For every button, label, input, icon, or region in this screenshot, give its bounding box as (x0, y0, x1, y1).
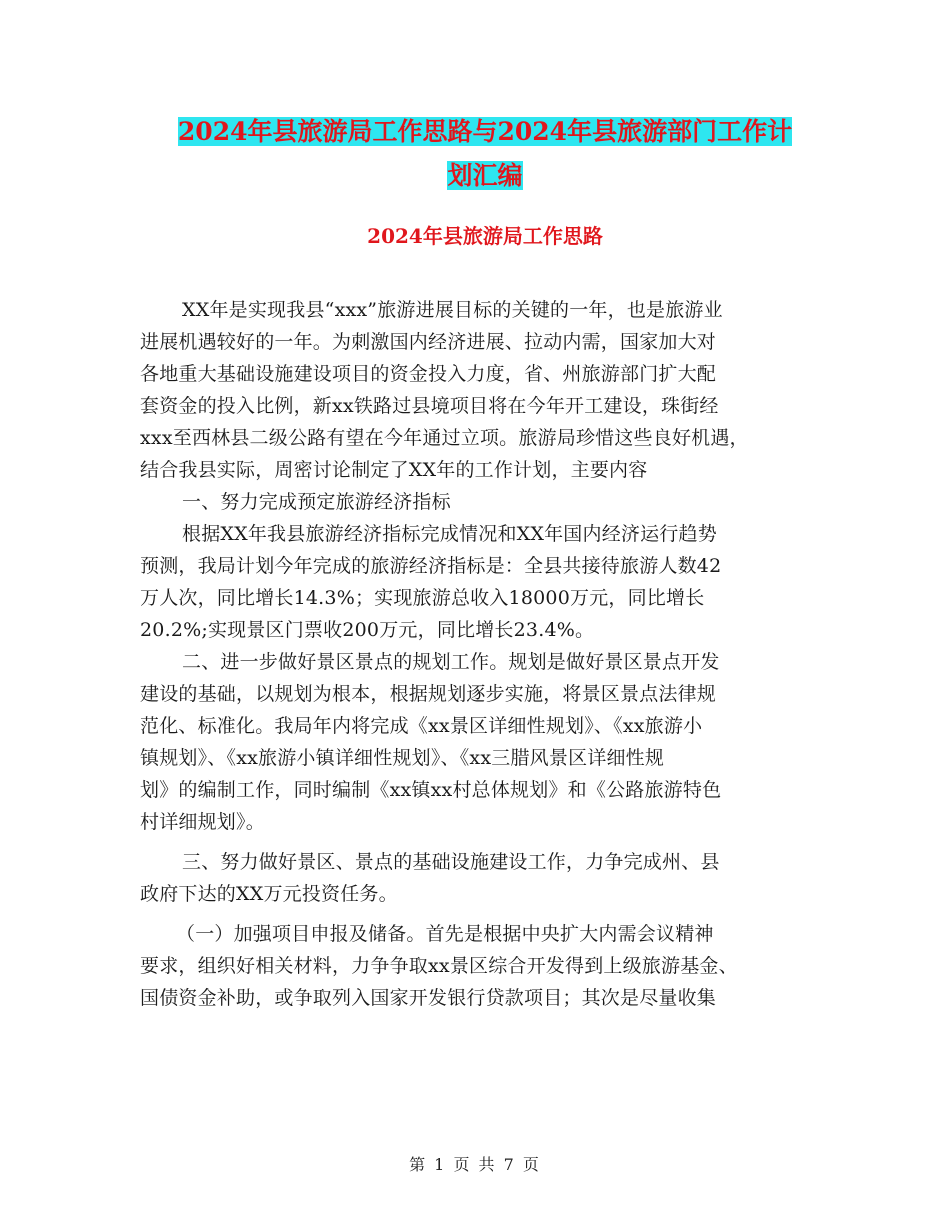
text-line: 村详细规划》。 (140, 811, 265, 833)
text-line: 20.2%;实现景区门票收200万元，同比增长23.4%。 (140, 619, 595, 641)
text-line: 万人次，同比增长14.3%；实现旅游总收入18000万元，同比增长 (140, 587, 705, 609)
document-title-line1: 2024年县旅游局工作思路与2024年县旅游部门工作计 (177, 117, 793, 146)
text-line: 要求，组织好相关材料，力争争取xx景区综合开发得到上级旅游基金、 (140, 955, 738, 977)
text-line: 镇规划》、《xx旅游小镇详细性规划》、《xx三腊风景区详细性规 (140, 747, 665, 769)
text-line: 三、努力做好景区、景点的基础设施建设工作，力争完成州、县 (182, 851, 720, 873)
text-line: 政府下达的XX万元投资任务。 (140, 883, 398, 905)
text-line: 套资金的投入比例，新xx铁路过县境项目将在今年开工建设，珠街经 (140, 395, 719, 417)
text-line: 根据XX年我县旅游经济指标完成情况和XX年国内经济运行趋势 (182, 523, 717, 545)
page-footer: 第 1 页 共 7 页 (409, 1155, 541, 1174)
heading-line: 一、努力完成预定旅游经济指标 (182, 491, 451, 513)
text-line: 结合我县实际，周密讨论制定了XX年的工作计划，主要内容 (140, 459, 648, 481)
text-line: XX年是实现我县“xxx”旅游进展目标的关键的一年，也是旅游业 (182, 299, 723, 321)
text-line: 划》的编制工作，同时编制《xx镇xx村总体规划》和《公路旅游特色 (140, 779, 722, 801)
text-line: 进展机遇较好的一年。为刺激国内经济进展、拉动内需，国家加大对 (140, 331, 717, 353)
section-title: 2024年县旅游局工作思路 (367, 224, 603, 248)
text-line: 范化、标准化。我局年内将完成《xx景区详细性规划》、《xx旅游小 (140, 715, 703, 737)
text-line: xxx至西林县二级公路有望在今年通过立项。旅游局珍惜这些良好机遇， (140, 427, 749, 449)
text-line: 国债资金补助，或争取列入国家开发银行贷款项目；其次是尽量收集 (140, 987, 717, 1009)
document-body (140, 294, 830, 1014)
text-line: 建设的基础，以规划为根本，根据规划逐步实施，将景区景点法律规 (140, 683, 717, 705)
text-line: （一）加强项目申报及储备。首先是根据中央扩大内需会议精神 (176, 923, 714, 945)
document-title-line2: 划汇编 (447, 161, 523, 190)
text-line: 各地重大基础设施建设项目的资金投入力度，省、州旅游部门扩大配 (140, 363, 717, 385)
text-line: 二、进一步做好景区景点的规划工作。规划是做好景区景点开发 (182, 651, 720, 673)
text-line: 预测，我局计划今年完成的旅游经济指标是：全县共接待旅游人数42 (140, 555, 722, 577)
document-title (140, 110, 830, 198)
